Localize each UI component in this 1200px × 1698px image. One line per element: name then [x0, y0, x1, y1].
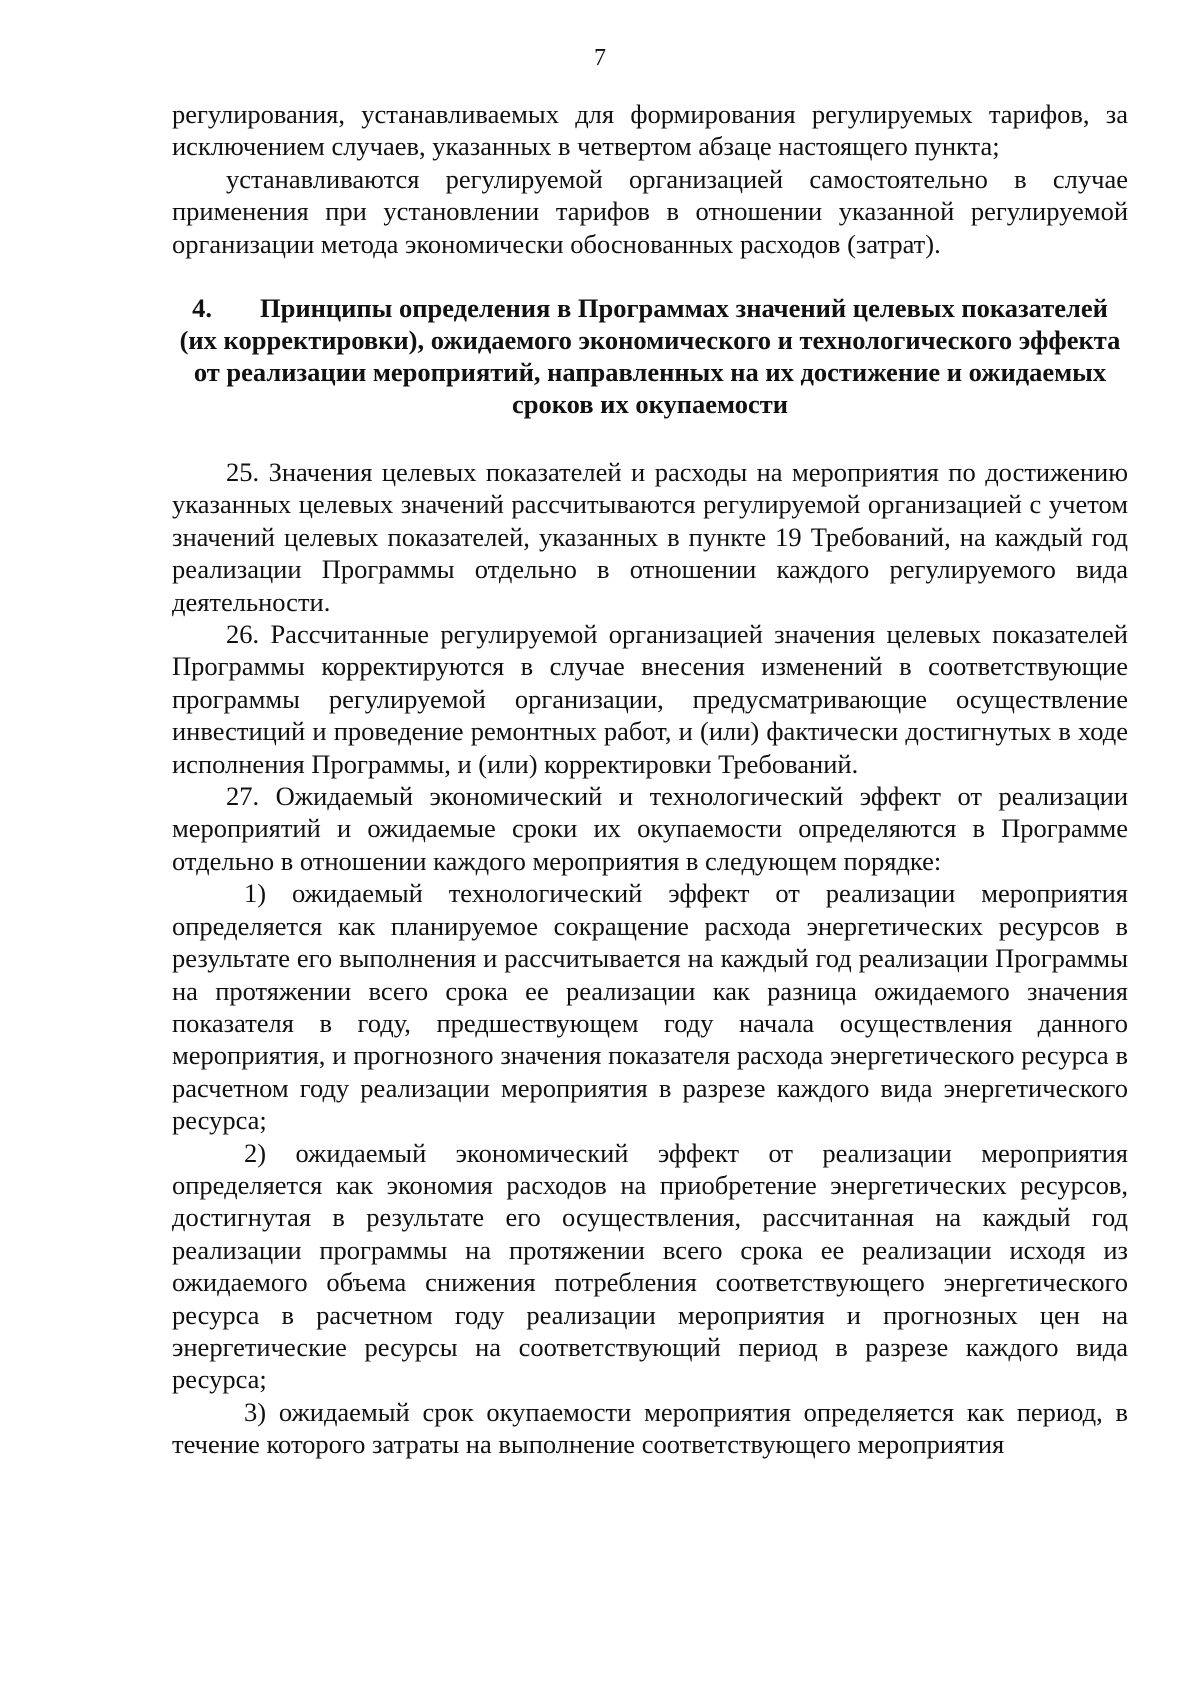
intro-text-block	[172, 98, 1128, 260]
list-item-2: 2) ожидаемый экономический эффект от реализации мероприятия определяется как экономия расходов на приобретение энергетических ресурсов, достигнутая в результате его осуществления, рассчитанная на каждый год реализации программы на протяжении всего срока ее реализации исходя из ожидаемого объема снижения потребления соответствующего энергетического ресурса в расчетном году реализации мероприятия и прогнозных цен на энергетические ресурсы на соответствующий период в разрезе каждого вида ресурса;	[172, 1137, 1128, 1395]
paragraph-item-25: 25. Значения целевых показателей и расходы на мероприятия по достижению указанных целевых значений рассчитываются регулируемой организацией с учетом значений целевых показателей, указанных в пункте 19 Требований, на каждый год реализации Программы отдельно в отношении каждого регулируемого вида деятельности.	[172, 457, 1128, 617]
section-number: 4.	[192, 293, 212, 323]
paragraph-item-26: 26. Рассчитанные регулируемой организацией значения целевых показателей Программы корректируются в случае внесения изменений в соответствующие программы регулируемой организации, предусматривающие осуществление инвестиций и проведение ремонтных работ, и (или) фактически достигнутых в ходе исполнения Программы, и (или) корректировки Требований.	[172, 619, 1128, 779]
list-item-1: 1) ожидаемый технологический эффект от реализации мероприятия определяется как планируемое сокращение расхода энергетических ресурсов в результате его выполнения и рассчитывается на каждый год реализации Программы на протяжении всего срока ее реализации как разница ожидаемого значения показателя в году, предшествующем году начала осуществления данного мероприятия, и прогнозного значения показателя расхода энергетического ресурса в расчетном году реализации мероприятия в разрезе каждого вида энергетического ресурса;	[172, 878, 1128, 1136]
page-number: 7	[594, 45, 606, 71]
paragraph-indented: устанавливаются регулируемой организацией самостоятельно в случае применения при установлении тарифов в отношении указанной регулируемой организации метода экономически обоснованных расходов (затрат).	[172, 163, 1128, 259]
paragraph-item-27: 27. Ожидаемый экономический и технологический эффект от реализации мероприятий и ожидаемые сроки их окупаемости определяются в Программе отдельно в отношении каждого мероприятия в следующем порядке:	[172, 781, 1128, 876]
body-text-block	[172, 456, 1128, 1461]
section-title: Принципы определения в Программах значений целевых показателей (их корректировки), ожидаемого экономического и технологического эффекта от реализации мероприятий, направленных на их достижение и ожидаемых сроков их окупаемости	[179, 293, 1121, 419]
section-heading	[172, 292, 1128, 420]
paragraph-continuation: регулирования, устанавливаемых для формирования регулируемых тарифов, за исключением случаев, указанных в четвертом абзаце настоящего пункта;	[172, 99, 1128, 162]
list-item-3: 3) ожидаемый срок окупаемости мероприятия определяется как период, в течение которого затраты на выполнение соответствующего мероприятия	[172, 1396, 1128, 1460]
